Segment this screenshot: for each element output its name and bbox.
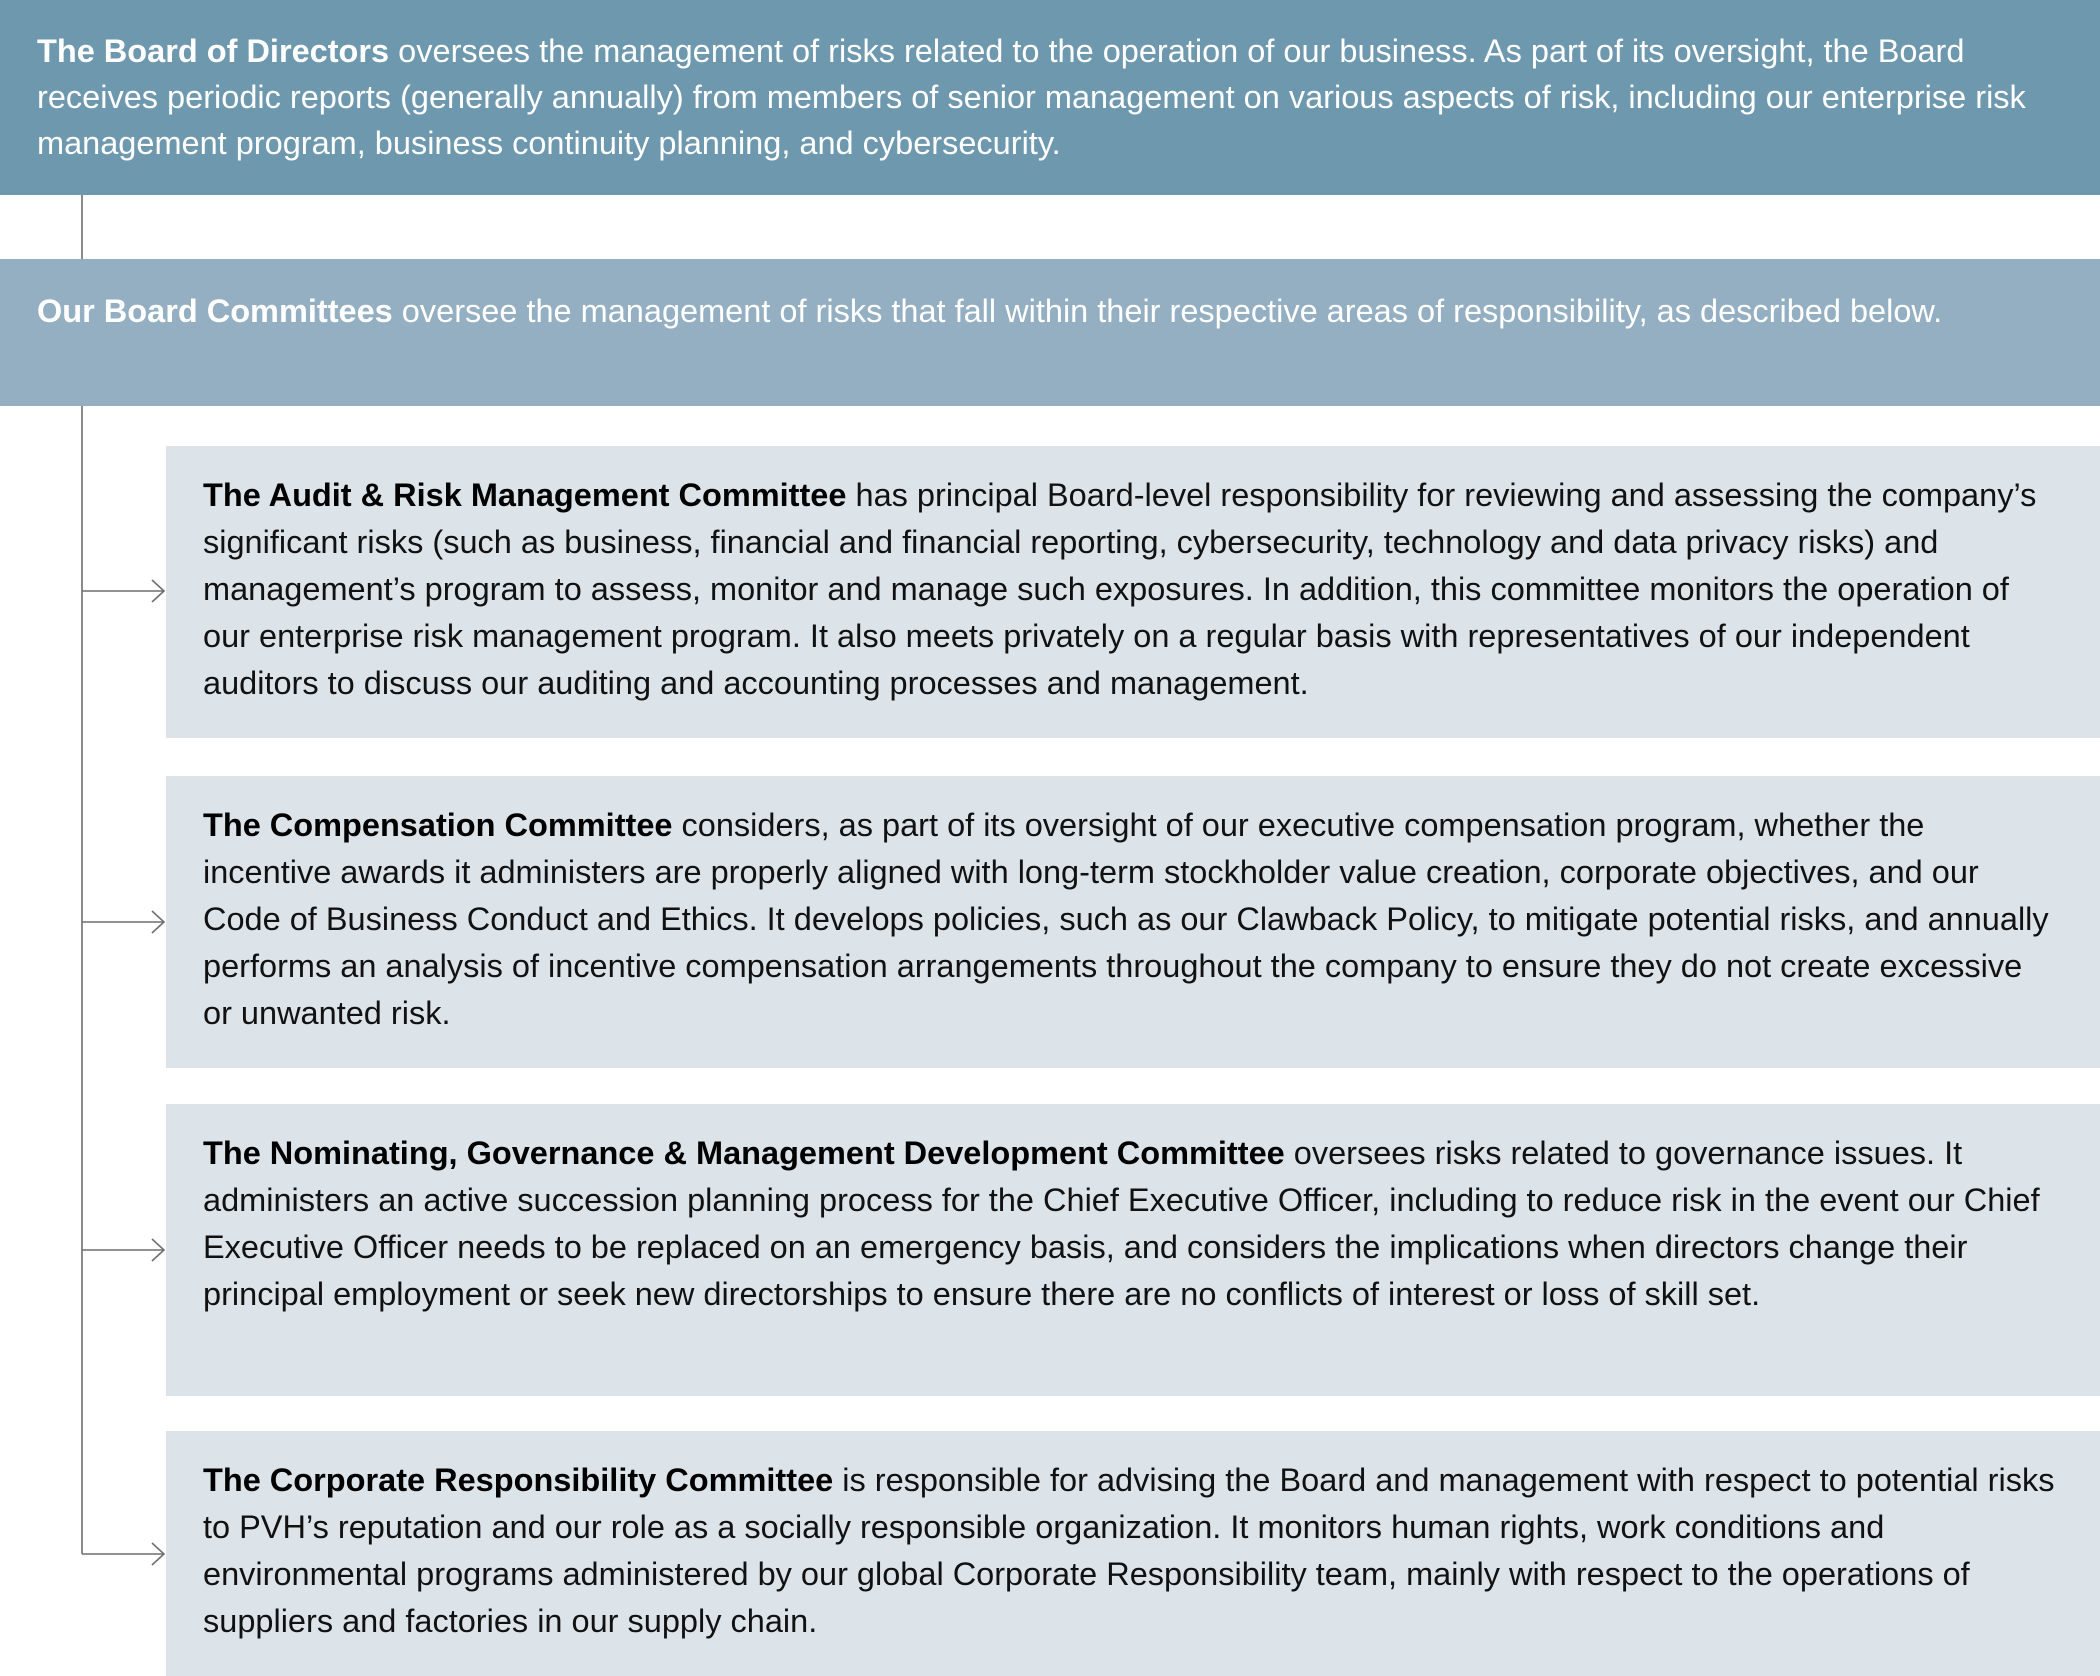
arrow-to-nominating-committee — [82, 1239, 164, 1261]
board-committees-box — [0, 259, 2100, 406]
committees-heading: Our Board Committees — [37, 293, 393, 329]
committee-heading: The Audit & Risk Management Committee — [203, 477, 847, 513]
committee-description: is responsible for advising the Board and management with respect to potential risks to PVH’s reputation and our role as a socially responsible organization. It monitors human rights, work conditions and environmental programs administered by our global Corporate Responsibility team, mainly with respect to the operations of suppliers and factories in our supply chain. — [203, 1462, 2055, 1639]
committee-description: considers, as part of its oversight of our executive compensation program, whether the incentive awards it administers are properly aligned with long-term stockholder value creation, corporate objectives, and our Code of Business Conduct and Ethics. It develops policies, such as our Clawback Policy, to mitigate potential risks, and annually performs an analysis of incentive compensation arrangements throughout the company to ensure they do not create excessive or unwanted risk. — [203, 807, 2049, 1031]
committee-heading: The Corporate Responsibility Committee — [203, 1462, 834, 1498]
committee-description: has principal Board-level responsibility for reviewing and assessing the company’s significant risks (such as business, financial and financial reporting, cybersecurity, technology and data privacy risks) and management’s program to assess, monitor and manage such exposures. In addition, this committee monitors the operation of our enterprise risk management program. It also meets privately on a regular basis with representatives of our independent auditors to discuss our auditing and accounting processes and management. — [203, 477, 2037, 701]
compensation-committee-box — [166, 776, 2100, 1068]
board-description: oversees the management of risks related to the operation of our business. As part of its oversight, the Board receives periodic reports (generally annually) from members of senior management on various aspects of risk, including our enterprise risk management program, business continuity planning, and cybersecurity. — [37, 33, 2026, 161]
board-heading: The Board of Directors — [37, 33, 390, 69]
committees-description: oversee the management of risks that fall within their respective areas of responsibility, as described below. — [392, 293, 1943, 329]
committee-heading: The Nominating, Governance & Management Development Committee — [203, 1135, 1285, 1171]
committee-description: oversees risks related to governance issues. It administers an active succession planning process for the Chief Executive Officer, including to reduce risk in the event our Chief Executive Officer needs to be replaced on an emergency basis, and considers the implications when directors change their principal employment or seek new directorships to ensure there are no conflicts of interest or loss of skill set. — [203, 1135, 2040, 1312]
arrow-to-compensation-committee — [82, 911, 164, 933]
nominating-governance-committee-box — [166, 1104, 2100, 1396]
committee-heading: The Compensation Committee — [203, 807, 673, 843]
arrow-to-corporate-responsibility-committee — [82, 1543, 164, 1565]
corporate-responsibility-committee-box — [166, 1431, 2100, 1676]
arrow-to-audit-committee — [82, 580, 164, 602]
audit-risk-committee-box — [166, 446, 2100, 738]
board-of-directors-box — [0, 0, 2100, 195]
